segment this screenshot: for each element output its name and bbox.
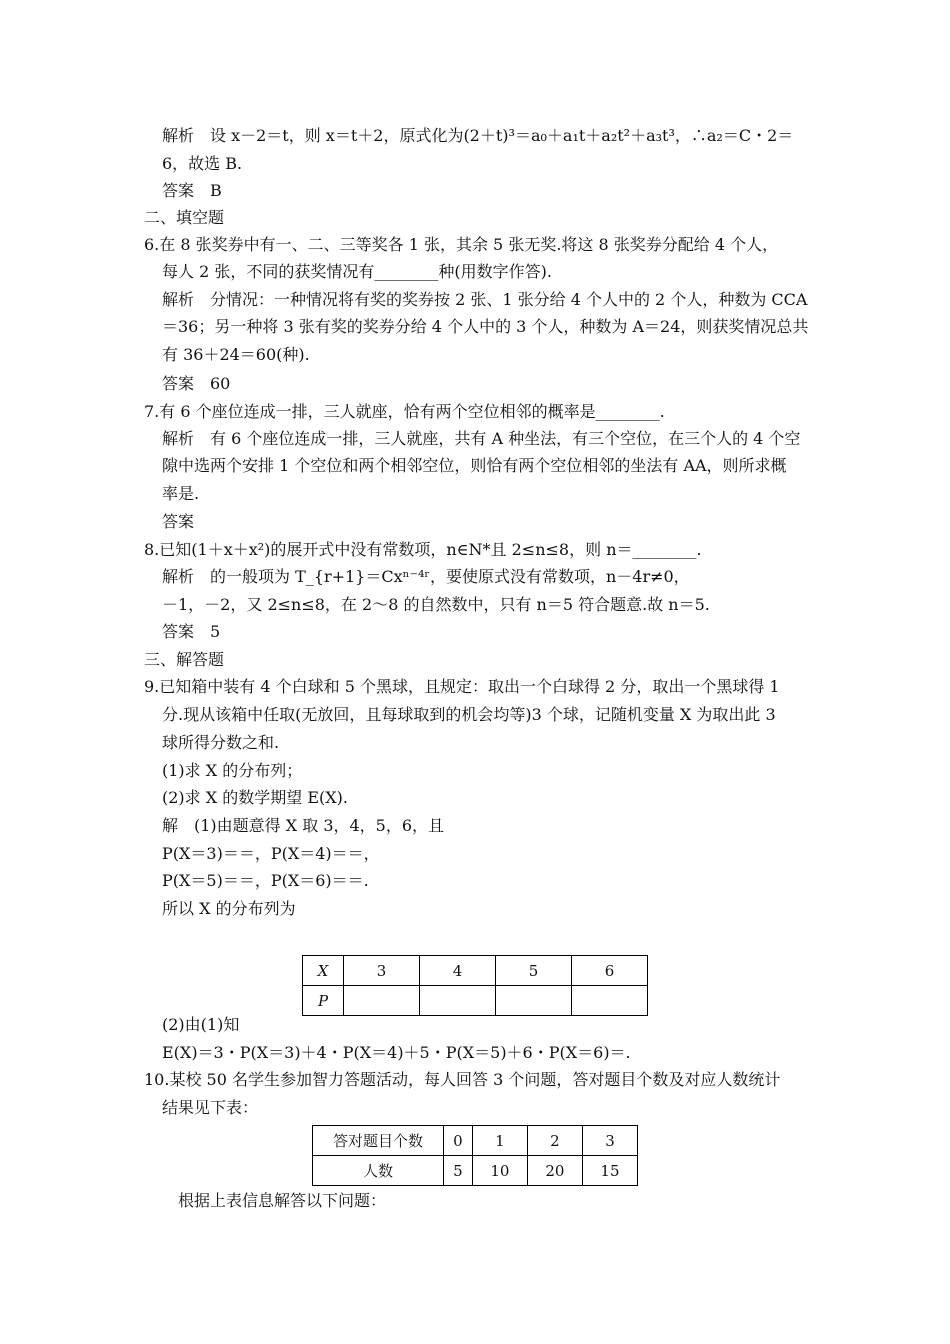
text-line: 分.现从该箱中任取(无放回，且每球取到的机会均等)3 个球，记随机变量 X 为取出此 3 [162,705,776,724]
text-line: (2)由(1)知 [162,1015,240,1034]
table-cell: 答对题目个数 [313,1126,444,1156]
table-cell: 人数 [313,1156,444,1186]
text-line: 所以 X 的分布列为 [162,899,296,918]
table-cell: 2 [527,1126,582,1156]
text-line: P(X＝3)＝＝，P(X＝4)＝＝， [162,844,380,863]
text-line: P(X＝5)＝＝，P(X＝6)＝＝. [162,871,369,890]
table-cell: 0 [444,1126,473,1156]
table-cell: P [303,986,344,1016]
table-cell: 6 [572,956,648,986]
table-cell: 3 [582,1126,637,1156]
text-line: ＝36；另一种将 3 张有奖的奖券分给 4 个人中的 3 个人，种数为 A＝24，则获奖情况总共 [162,317,809,336]
section-heading: 二、填空题 [144,208,225,227]
text-line: 结果见下表： [162,1098,259,1117]
section-heading: 三、解答题 [144,650,225,669]
text-line: (2)求 X 的数学期望 E(X). [162,788,348,807]
text-line: 解析 设 x－2＝t，则 x＝t＋2，原式化为(2＋t)³＝a₀＋a₁t＋a₂t²＋a₃t³，∴a₂＝C・2＝ [162,126,794,145]
table-cell: 4 [420,956,496,986]
text-line: 6，故选 B. [162,154,243,173]
answer-count-table [312,1125,638,1186]
text-line: 答案 5 [162,622,221,641]
text-line: 率是. [162,484,200,503]
text-line: 根据上表信息解答以下问题： [178,1191,387,1210]
table-cell: 5 [496,956,572,986]
question-9: 9.已知箱中装有 4 个白球和 5 个黑球，且规定：取出一个白球得 2 分，取出一个黑球得 1 [144,677,780,696]
distribution-table [302,955,648,1016]
text-line: (1)求 X 的分布列； [162,761,303,780]
text-line: 答案 [162,512,195,531]
table-cell: 3 [344,956,420,986]
text-line: E(X)＝3・P(X＝3)＋4・P(X＝4)＋5・P(X＝5)＋6・P(X＝6)＝. [162,1043,631,1062]
question-7: 7.有 6 个座位连成一排，三人就座，恰有两个空位相邻的概率是________. [144,402,665,421]
text-line: 解析 有 6 个座位连成一排，三人就座，共有 A 种坐法，有三个空位，在三个人的 4 个空 [162,429,801,448]
text-line: 答案 B [162,181,222,200]
text-line: 解析 的一般项为 T_{r+1}＝Cxⁿ⁻⁴ʳ，要使原式没有常数项，n－4r≠0， [162,567,690,586]
table-cell [572,986,648,1016]
table-cell [344,986,420,1016]
table-cell: 10 [472,1156,527,1186]
text-line: 解析 分情况：一种情况将有奖的奖券按 2 张、1 张分给 4 个人中的 2 个人，种数为 CCA [162,290,808,309]
table-cell: X [303,956,344,986]
question-6: 6.在 8 张奖券中有一、二、三等奖各 1 张，其余 5 张无奖.将这 8 张奖券分配给 4 个人， [144,235,779,254]
text-line: 球所得分数之和. [162,733,280,752]
table-cell: 15 [582,1156,637,1186]
text-line: 有 36＋24＝60(种). [162,345,310,364]
text-line: 隙中选两个安排 1 个空位和两个相邻空位，则恰有两个空位相邻的坐法有 AA，则所求概 [162,456,787,475]
text-line: 解 (1)由题意得 X 取 3，4，5，6，且 [162,816,445,835]
table-cell: 20 [527,1156,582,1186]
table-cell [420,986,496,1016]
text-line: －1，－2，又 2≤n≤8，在 2～8 的自然数中，只有 n＝5 符合题意.故 n＝5. [162,595,710,614]
question-8: 8.已知(1＋x＋x²)的展开式中没有常数项，n∈N*且 2≤n≤8，则 n＝________. [144,540,702,559]
text-line: 答案 60 [162,374,231,393]
table-cell [496,986,572,1016]
question-10: 10.某校 50 名学生参加智力答题活动，每人回答 3 个问题，答对题目个数及对应人数统计 [144,1070,781,1089]
table-cell: 1 [472,1126,527,1156]
table-cell: 5 [444,1156,473,1186]
text-line: 每人 2 张，不同的获奖情况有________种(用数字作答). [162,262,552,281]
